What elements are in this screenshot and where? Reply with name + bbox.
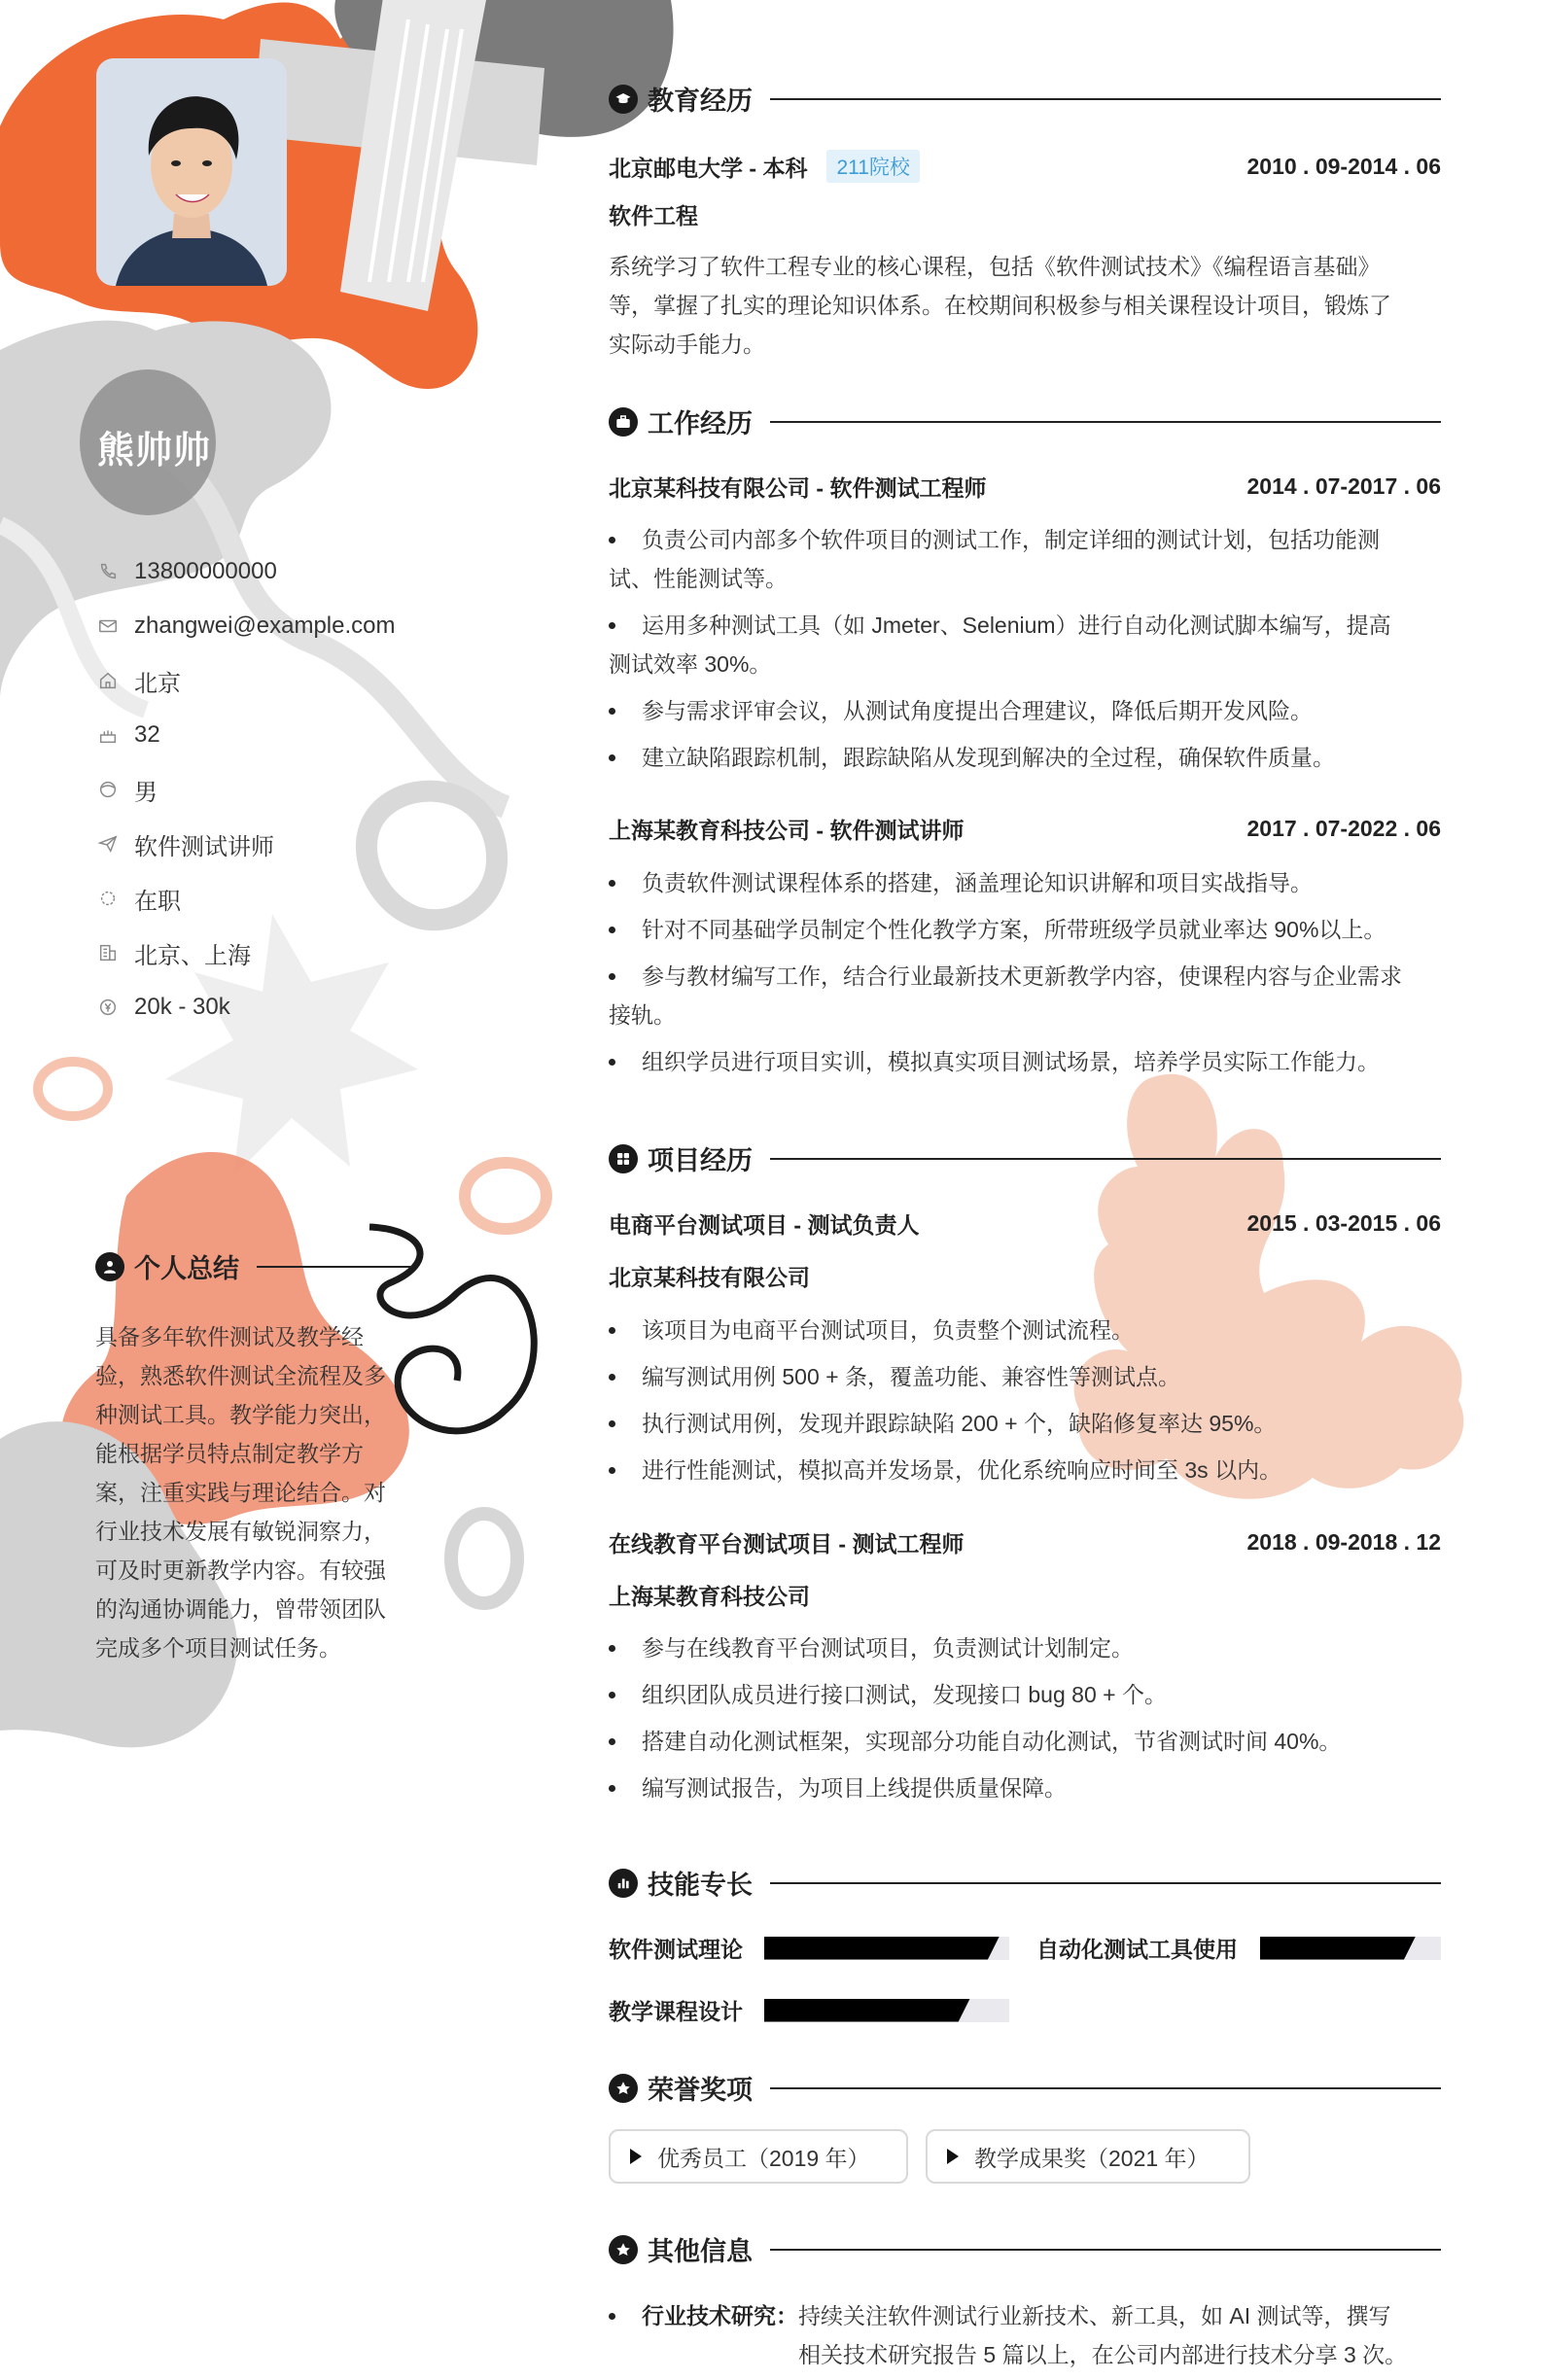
summary-line: 可及时更新教学内容。有较强 — [95, 1558, 386, 1583]
award-text: 教学成果奖（2021 年） — [974, 2145, 1210, 2171]
play-triangle-icon — [947, 2149, 959, 2164]
age-text: 32 — [134, 721, 160, 748]
project-row — [609, 1526, 1441, 1558]
education-major: 软件工程 — [609, 203, 698, 228]
award-chip — [926, 2129, 1250, 2184]
location-text: 北京 — [134, 670, 181, 697]
education-date: 2010 . 09-2014 . 06 — [1246, 153, 1441, 179]
mail-icon — [95, 613, 121, 639]
info-badge-icon — [609, 2235, 638, 2264]
awards-title: 荣誉奖项 — [648, 2076, 753, 2105]
summary-line: 种测试工具。教学能力突出， — [95, 1402, 386, 1427]
project-bullet: 编写测试报告，为项目上线提供质量保障。 — [609, 1768, 1435, 1807]
award-icon — [609, 2074, 638, 2103]
status-text: 在职 — [134, 888, 181, 915]
contact-info-list — [95, 544, 396, 1034]
project-date: 2015 . 03-2015 . 06 — [1246, 1210, 1441, 1236]
skill-bar-fill — [764, 1937, 1000, 1960]
home-icon — [95, 668, 121, 693]
job-bullets — [609, 520, 1435, 777]
gender-icon — [95, 777, 121, 802]
project-org: 上海某教育科技公司 — [609, 1584, 810, 1609]
awards-section-heading — [609, 2069, 1441, 2107]
skills-section-heading — [609, 1864, 1441, 1902]
skill-name: 软件测试理论 — [609, 1937, 743, 1962]
age-icon — [95, 722, 121, 748]
award-text: 优秀员工（2019 年） — [657, 2145, 870, 2171]
project-bullet: 搭建自动化测试框架，实现部分功能自动化测试，节省测试时间 40%。 — [609, 1722, 1435, 1761]
summary-text — [95, 1317, 404, 1667]
info-item-status — [95, 871, 396, 926]
other-divider — [770, 2249, 1441, 2251]
skill-bar-fill — [1260, 1937, 1416, 1960]
info-item-salary — [95, 980, 396, 1034]
project-bullets — [609, 1628, 1435, 1807]
salary-text: 20k - 30k — [134, 994, 230, 1020]
project-bullet: 编写测试用例 500 + 条，覆盖功能、兼容性等测试点。 — [609, 1357, 1435, 1396]
gender-text: 男 — [134, 779, 158, 806]
grey-ring-small — [451, 1514, 517, 1603]
school-name: 北京邮电大学 - 本科 — [609, 155, 808, 181]
graduation-cap-icon — [609, 85, 638, 114]
send-icon — [95, 831, 121, 857]
skill-bar — [1260, 1937, 1441, 1960]
building-icon — [95, 940, 121, 965]
avatar-photo — [96, 58, 287, 286]
project-bullets — [609, 1311, 1435, 1489]
info-item-job-title — [95, 817, 396, 871]
salary-icon — [95, 995, 121, 1020]
peach-ring-right — [465, 1163, 546, 1229]
grid-icon — [609, 1144, 638, 1173]
other-info-item — [609, 2296, 1441, 2374]
projects-divider — [770, 1158, 1441, 1160]
education-divider — [770, 98, 1441, 100]
skill-bar — [764, 1999, 1009, 2022]
job-bullet: 运用多种测试工具（如 Jmeter、Selenium）进行自动化测试脚本编写，提高 测试效率 30%。 — [609, 606, 1435, 683]
portrait-illustration — [96, 58, 287, 286]
summary-line: 案，注重实践与理论结合。对 — [95, 1480, 386, 1505]
skill-item — [1036, 1932, 1441, 1964]
skill-bar — [764, 1937, 1009, 1960]
skill-bar-fill — [764, 1999, 970, 2022]
summary-title: 个人总结 — [134, 1254, 239, 1283]
job-bullet: 参与教材编写工作，结合行业最新技术更新教学内容，使课程内容与企业需求 接轨。 — [609, 957, 1435, 1034]
education-line: 实际动手能力。 — [609, 332, 765, 357]
skill-name: 教学课程设计 — [609, 1999, 743, 2024]
project-name: 电商平台测试项目 - 测试负责人 — [609, 1212, 920, 1238]
other-title: 其他信息 — [648, 2237, 753, 2266]
briefcase-icon — [609, 407, 638, 437]
skill-item — [609, 1932, 1009, 1964]
skills-title: 技能专长 — [648, 1871, 753, 1900]
job-company: 北京某科技有限公司 - 软件测试工程师 — [609, 475, 987, 501]
summary-line: 能根据学员特点制定教学方 — [95, 1441, 364, 1466]
job-bullets — [609, 863, 1435, 1081]
job-bullet: 建立缺陷跟踪机制，跟踪缺陷从发现到解决的全过程，确保软件质量。 — [609, 738, 1435, 777]
info-item-location — [95, 653, 396, 708]
other-info-key: 行业技术研究： — [642, 2303, 798, 2328]
projects-title: 项目经历 — [648, 1146, 753, 1175]
job-bullet: 参与需求评审会议，从测试角度提出合理建议，降低后期开发风险。 — [609, 691, 1435, 730]
project-org: 北京某科技有限公司 — [609, 1265, 810, 1290]
education-row — [609, 150, 1441, 183]
other-section-heading — [609, 2230, 1441, 2268]
work-divider — [770, 421, 1441, 423]
project-bullet: 参与在线教育平台测试项目，负责测试计划制定。 — [609, 1628, 1435, 1667]
job-date: 2017 . 07-2022 . 06 — [1246, 816, 1441, 841]
project-date: 2018 . 09-2018 . 12 — [1246, 1529, 1441, 1555]
other-info-list — [609, 2296, 1441, 2374]
info-item-gender — [95, 762, 396, 817]
work-section-heading — [609, 402, 1441, 440]
education-description — [609, 247, 1441, 364]
project-name: 在线教育平台测试项目 - 测试工程师 — [609, 1531, 965, 1557]
play-triangle-icon — [630, 2149, 642, 2164]
education-title: 教育经历 — [648, 87, 753, 116]
skill-item — [609, 1994, 1009, 2026]
project-row — [609, 1208, 1441, 1240]
education-section-heading — [609, 80, 1441, 118]
other-info-line: 相关技术研究报告 5 篇以上，在公司内部进行技术分享 3 次。 — [798, 2342, 1408, 2367]
job-title-text: 软件测试讲师 — [134, 833, 274, 860]
phone-text: 13800000000 — [134, 558, 277, 584]
info-item-age — [95, 708, 396, 762]
info-item-email — [95, 599, 396, 653]
peach-ring-left — [38, 1062, 108, 1116]
job-company: 上海某教育科技公司 - 软件测试讲师 — [609, 818, 965, 843]
summary-divider — [257, 1266, 412, 1268]
skill-name: 自动化测试工具使用 — [1036, 1937, 1238, 1962]
education-line: 系统学习了软件工程专业的核心课程，包括《软件测试技术》《编程语言基础》 — [609, 254, 1381, 279]
job-bullet: 负责公司内部多个软件项目的测试工作，制定详细的测试计划，包括功能测 试、性能测试等。 — [609, 520, 1435, 598]
education-line: 等，掌握了扎实的理论知识体系。在校期间积极参与相关课程设计项目，锻炼了 — [609, 293, 1391, 318]
summary-line: 完成多个项目测试任务。 — [95, 1635, 341, 1661]
phone-icon — [95, 559, 121, 584]
user-icon — [95, 1252, 124, 1281]
summary-section-heading — [95, 1247, 412, 1285]
summary-line: 具备多年软件测试及教学经 — [95, 1324, 364, 1349]
school-tag: 211院校 — [826, 150, 919, 183]
skills-divider — [770, 1882, 1441, 1884]
job-row — [609, 471, 1441, 503]
summary-line: 行业技术发展有敏锐洞察力， — [95, 1519, 386, 1544]
profile-name: 熊帅帅 — [97, 431, 212, 472]
other-info-line: 持续关注软件测试行业新技术、新工具，如 AI 测试等，撰写 — [798, 2303, 1391, 2328]
job-date: 2014 . 07-2017 . 06 — [1246, 473, 1441, 499]
project-bullet: 该项目为电商平台测试项目，负责整个测试流程。 — [609, 1311, 1435, 1349]
project-bullet: 进行性能测试，模拟高并发场景，优化系统响应时间至 3s 以内。 — [609, 1451, 1435, 1489]
job-bullet: 针对不同基础学员制定个性化教学方案，所带班级学员就业率达 90%以上。 — [609, 910, 1435, 949]
job-bullet: 组织学员进行项目实训，模拟真实项目测试场景，培养学员实际工作能力。 — [609, 1042, 1435, 1081]
project-bullet: 执行测试用例，发现并跟踪缺陷 200 + 个，缺陷修复率达 95%。 — [609, 1404, 1435, 1443]
email-text: zhangwei@example.com — [134, 612, 396, 639]
summary-line: 的沟通协调能力，曾带领团队 — [95, 1596, 386, 1622]
projects-section-heading — [609, 1139, 1441, 1177]
info-item-city — [95, 926, 396, 980]
info-item-phone — [95, 544, 396, 599]
award-chip — [609, 2129, 908, 2184]
job-bullet: 负责软件测试课程体系的搭建，涵盖理论知识讲解和项目实战指导。 — [609, 863, 1435, 902]
summary-line: 验，熟悉软件测试全流程及多 — [95, 1363, 386, 1388]
work-title: 工作经历 — [648, 409, 753, 438]
status-icon — [95, 886, 121, 911]
bar-chart-icon — [609, 1869, 638, 1898]
city-text: 北京、上海 — [134, 942, 251, 969]
project-bullet: 组织团队成员进行接口测试，发现接口 bug 80 + 个。 — [609, 1675, 1435, 1714]
awards-divider — [770, 2087, 1441, 2089]
job-row — [609, 813, 1441, 845]
